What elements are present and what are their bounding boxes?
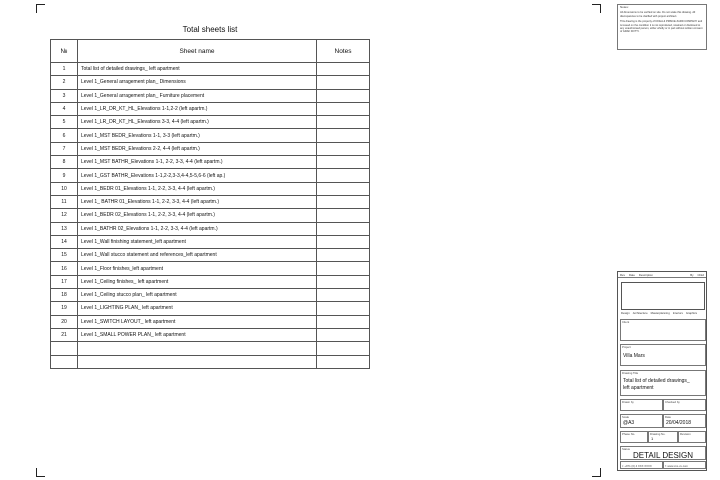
notes-line-2: This drawing is the property of DOHA & PRINCE ZARD COMPANY and is issued on the condition it is not reproduced, retained or disclosed to any unauthorised person, either wholly or in part without written consent of GRAF DOTTI. [620, 20, 703, 34]
table-row [51, 342, 370, 355]
header-number: № [51, 40, 78, 63]
row-number: 1 [51, 63, 78, 76]
drawing-title-line-1: Total list of detailed drawings_ [623, 378, 690, 384]
row-notes [317, 262, 370, 275]
header-notes: Notes [317, 40, 370, 63]
frame-corner-bottom-right [592, 468, 601, 477]
row-notes [317, 169, 370, 182]
table-row [51, 315, 370, 328]
row-notes [317, 289, 370, 302]
row-number: 10 [51, 182, 78, 195]
table-row [51, 302, 370, 315]
row-notes [317, 129, 370, 142]
row-notes [317, 195, 370, 208]
row-notes [317, 342, 370, 355]
rev-col-by: By [690, 272, 694, 277]
row-number: 6 [51, 129, 78, 142]
row-notes [317, 235, 370, 248]
revision-header [618, 272, 706, 278]
row-notes [317, 76, 370, 89]
table-row [51, 355, 370, 368]
table-row [51, 209, 370, 222]
row-sheet-name: Level 1_LR_DR_KT_HL_Elevations 3-3, 4-4 (left apartm.) [78, 116, 317, 129]
rev-col-chkd: Chkd [697, 272, 704, 277]
discipline-item: Interiors [672, 311, 683, 315]
row-number: 9 [51, 169, 78, 182]
table-row [51, 262, 370, 275]
phase-field: Phase No. [620, 431, 648, 443]
status-field: Status DETAIL DESIGN [620, 446, 706, 460]
row-number: 21 [51, 328, 78, 341]
row-number: 13 [51, 222, 78, 235]
row-sheet-name: Level 1_BEDR 02_Elevations 1-1, 2-2, 3-3, 4-4 (left apartm.) [78, 209, 317, 222]
discipline-item: Design [621, 311, 630, 315]
row-notes [317, 182, 370, 195]
row-number: 16 [51, 262, 78, 275]
row-sheet-name: Level 1_Ceiling stucco plan_ left apartment [78, 289, 317, 302]
revision-field: Revision [678, 431, 706, 443]
rev-col-rev: Rev [620, 272, 625, 277]
client-field: Client [620, 319, 706, 341]
discipline-list [621, 311, 705, 315]
scale-field: Scale @A3 [620, 414, 663, 428]
row-number: 17 [51, 275, 78, 288]
project-field: Project Villa Mars [620, 344, 706, 366]
row-notes [317, 302, 370, 315]
row-number: 8 [51, 156, 78, 169]
row-number: 5 [51, 116, 78, 129]
table-row [51, 169, 370, 182]
row-sheet-name [78, 355, 317, 368]
row-notes [317, 275, 370, 288]
drawing-title-line-2: left apartment [623, 385, 654, 391]
table-row [51, 102, 370, 115]
discipline-item: Graphics [685, 311, 698, 315]
row-notes [317, 63, 370, 76]
title-block [617, 271, 707, 471]
row-notes [317, 355, 370, 368]
notes-title: Notes: [620, 5, 629, 9]
drawing-no-value: 1 [651, 436, 654, 441]
row-number: 7 [51, 142, 78, 155]
table-row [51, 249, 370, 262]
row-sheet-name: Level 1_GST BATHR_Elevations 1-1,2-2,3-3,4-4,5-5,6-6 (left ap.) [78, 169, 317, 182]
row-notes [317, 156, 370, 169]
row-sheet-name: Level 1_SMALL POWER PLAN_ left apartment [78, 328, 317, 341]
frame-corner-bottom-left [36, 468, 45, 477]
table-row [51, 63, 370, 76]
table-row [51, 142, 370, 155]
table-row [51, 116, 370, 129]
row-number: 3 [51, 89, 78, 102]
row-sheet-name [78, 342, 317, 355]
project-name: Villa Mars [623, 353, 645, 359]
sheet-list-body [51, 63, 370, 369]
row-sheet-name: Level 1_MST BATHR_Elevations 1-1, 2-2, 3-3, 4-4 (left apartm.) [78, 156, 317, 169]
sheet-list-table [50, 39, 370, 369]
table-row [51, 129, 370, 142]
frame-corner-top-left [36, 4, 45, 13]
row-number: 2 [51, 76, 78, 89]
row-notes [317, 249, 370, 262]
phone-field: t: +971 (0) 4 XXX XXXX [620, 461, 663, 469]
row-number: 20 [51, 315, 78, 328]
row-sheet-name: Level 1_Wall stucco statement and references_left apartment [78, 249, 317, 262]
drawn-by-field: Drawn by [620, 399, 663, 411]
row-number: 12 [51, 209, 78, 222]
status-value: DETAIL DESIGN [632, 451, 693, 460]
row-sheet-name: Level 1_Ceiling finishes_ left apartment [78, 275, 317, 288]
frame-corner-top-right [592, 4, 601, 13]
row-number [51, 342, 78, 355]
notes-box [617, 4, 707, 50]
rev-col-description: Description [638, 272, 653, 277]
company-logo-box [621, 282, 705, 310]
row-sheet-name: Level 1_Floor finishes_left apartment [78, 262, 317, 275]
row-number: 14 [51, 235, 78, 248]
row-notes [317, 328, 370, 341]
row-sheet-name: Level 1_LR_DR_KT_HL_Elevations 1-1,2-2 (left apartm.) [78, 102, 317, 115]
date-field: Date 20/04/2018 [663, 414, 706, 428]
row-number [51, 355, 78, 368]
table-row [51, 89, 370, 102]
date-value: 20/04/2018 [666, 420, 692, 426]
table-row [51, 76, 370, 89]
row-sheet-name: Level 1_SWITCH LAYOUT_ left apartment [78, 315, 317, 328]
notes-line-1: All dimensions to be verified on site. Do not scale this drawing. All discrepancies to be clarified with project architect. [620, 11, 696, 18]
row-number: 18 [51, 289, 78, 302]
checked-by-field: Checked by [663, 399, 706, 411]
website-field: f: www.xxx-xx.com [663, 461, 706, 469]
row-notes [317, 315, 370, 328]
scale-value: @A3 [623, 420, 635, 426]
table-row [51, 222, 370, 235]
row-notes [317, 116, 370, 129]
drawing-title-field: Drawing Title Total list of detailed drawings_ left apartment [620, 370, 706, 396]
row-sheet-name: Level 1_ BATHR 01_Elevations 1-1, 2-2, 3-3, 4-4 (left apartm.) [78, 195, 317, 208]
table-row [51, 275, 370, 288]
row-sheet-name: Level 1_BEDR 01_Elevations 1-1, 2-2, 3-3, 4-4 (left apartm.) [78, 182, 317, 195]
row-sheet-name: Total list of detailed drawings_ left apartment [78, 63, 317, 76]
row-sheet-name: Level 1_General arragement plan_ Dimensions [78, 76, 317, 89]
table-row [51, 195, 370, 208]
row-notes [317, 142, 370, 155]
row-sheet-name: Level 1_BATHR 02_Elevations 1-1, 2-2, 3-3, 4-4 (left apartm.) [78, 222, 317, 235]
row-number: 11 [51, 195, 78, 208]
rev-col-date: Date [628, 272, 635, 277]
table-row [51, 156, 370, 169]
row-notes [317, 102, 370, 115]
sheet-list-title: Total sheets list [182, 25, 238, 34]
row-notes [317, 222, 370, 235]
row-sheet-name: Level 1_Wall finishing statement_left apartment [78, 235, 317, 248]
row-sheet-name: Level 1_MST BEDR_Elevations 1-1, 3-3 (left apartm.) [78, 129, 317, 142]
row-number: 19 [51, 302, 78, 315]
row-notes [317, 209, 370, 222]
table-row [51, 328, 370, 341]
discipline-item: Masterplanning [650, 311, 670, 315]
row-sheet-name: Level 1_LIGHTING PLAN_ left apartment [78, 302, 317, 315]
row-sheet-name: Level 1_MST BEDR_Elevations 2-2, 4-4 (left apartm.) [78, 142, 317, 155]
table-row [51, 235, 370, 248]
table-row [51, 289, 370, 302]
table-header-row [51, 40, 370, 63]
row-number: 15 [51, 249, 78, 262]
row-notes [317, 89, 370, 102]
row-number: 4 [51, 102, 78, 115]
row-sheet-name: Level 1_General arragement plan_ Furniture placement [78, 89, 317, 102]
drawing-no-field: Drawing No. 1 [648, 431, 678, 443]
discipline-item: Architecture [632, 311, 648, 315]
header-sheet-name: Sheet name [78, 40, 317, 63]
table-row [51, 182, 370, 195]
